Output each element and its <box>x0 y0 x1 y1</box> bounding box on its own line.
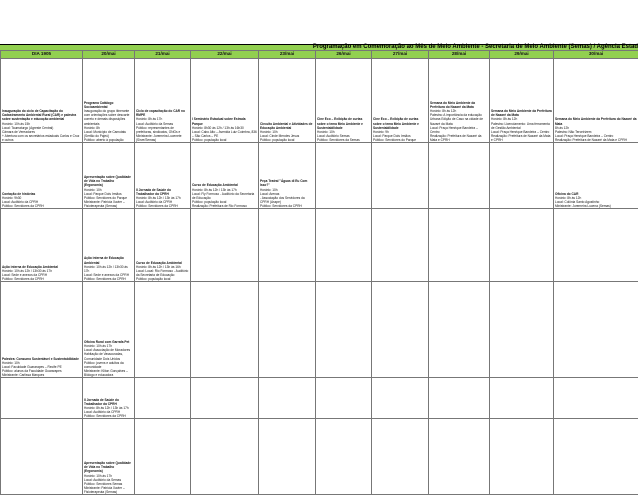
schedule-cell <box>135 59 191 143</box>
event-title: Curso de Educação Ambiental <box>192 183 238 187</box>
event-entry <box>136 261 189 281</box>
schedule-row <box>1 419 638 495</box>
schedule-cell <box>135 419 191 495</box>
event-title: Semana do Meio Ambiente da Prefeitura de Nazaré da Mata <box>491 109 552 117</box>
schedule-cell <box>554 282 638 378</box>
schedule-cell <box>429 59 490 143</box>
schedule-cell <box>429 378 490 419</box>
schedule-cell <box>135 209 191 282</box>
event-title: Ação interna de Educação Ambiental <box>2 265 58 269</box>
event-details: Horário: 10h às 17h Local: Auditório da Semas Público: Servidores Semas Ministrante: Patrícia Xavier – Fisioterapeuta (Semas) <box>84 474 125 494</box>
event-title: Ação interna de Educação Ambiental <box>84 256 124 264</box>
schedule-cell <box>1 419 83 495</box>
event-details: Horário: 8h às 12h / 13h às 17h Local: Auditório da CPRH Público: Servidores da CPRH <box>84 406 129 418</box>
schedule-cell <box>429 143 490 209</box>
event-entry <box>430 101 488 142</box>
schedule-cell <box>83 59 135 143</box>
schedule-cell <box>372 143 429 209</box>
event-details: Horário: 10h Local: Parque Dois Irmãos Público: Servidores do Parque Ministrante: Patrícia Xavier – Fisioterapeuta (Semas) <box>84 188 127 208</box>
event-title: Cine Eco – Exibição de curtas sobre o tema Meio Ambiente e Sustentabilidade <box>317 117 363 129</box>
event-details: 8h às 12h Palestra: Não Terceirizem Local: Praça Henrique Bandeira – Centro Realização: Prefeitura de Nazaré da Mata e CPRH <box>555 126 627 142</box>
schedule-cell <box>490 59 554 143</box>
schedule-cell <box>191 209 259 282</box>
column-header: 29/mai <box>490 51 554 59</box>
event-entry <box>136 188 189 208</box>
column-header: DIA 1905 <box>1 51 83 59</box>
schedule-row <box>1 209 638 282</box>
event-entry <box>84 101 133 142</box>
event-title: Cine Eco – Exibição de curtas sobre o tema Meio Ambiente e Sustentabilidade <box>373 117 419 129</box>
event-title: Circuito Ambiental e Atividades de Educação Ambiental <box>260 122 312 130</box>
event-entry <box>317 117 370 142</box>
event-title: I Seminário Estadual sobre Estrada Parque <box>192 117 246 125</box>
event-title: Apresentação sobre Qualidade de Vida no Trabalho (Ergonomia) <box>84 461 131 473</box>
event-details: Horário: 10h às 12h / 13h30 às 17h Local: Sede e anexos da CPRH Público: Servidores da CPRH <box>84 265 129 281</box>
schedule-row <box>1 143 638 209</box>
schedule-cell <box>554 59 638 143</box>
event-entry <box>192 183 257 208</box>
schedule-cell <box>259 209 316 282</box>
event-details: Horário: 8h às 12h Palestra: A importância da educação Urbana Edição de Caso na cidade de Nazaré da Mata Local: Praça Henrique Bandeira – Centro Realização: Prefeitura de Nazaré da Mata e CPRH <box>430 109 483 142</box>
event-entry <box>84 461 133 494</box>
event-entry <box>2 265 81 281</box>
schedule-row <box>1 59 638 143</box>
schedule-cell <box>135 282 191 378</box>
event-details: Horário: 10h às 17h Local: Associação de Moradores Habitação de Vassouradas, Comunidade Dois Unidos Público: jovens e adultos da comunidade Ministrante: Kliton Gonçalves – Biólogo e educadora <box>84 344 130 377</box>
event-details: Horário: 10h às 12h / 13h30 às 17h Local: Sede e anexos da CPRH Público: Servidores da CPRH <box>2 269 52 281</box>
event-title: Oficina do CAR <box>555 192 578 196</box>
column-header: 26/mai <box>316 51 372 59</box>
schedule-cell <box>191 143 259 209</box>
schedule-cell <box>259 143 316 209</box>
event-title: Ciclo de capacitação do CAR no RMPE <box>136 109 185 117</box>
event-details: Horário: 10h às 15h Local: Taumaturgo (Agreste Central) Câmara de Vereadores + Abertura com os secretários estaduais Carlos e Cruz e outros <box>2 122 79 142</box>
event-entry <box>373 117 427 142</box>
schedule-cell <box>259 419 316 495</box>
schedule-cell <box>554 143 638 209</box>
schedule-cell <box>191 378 259 419</box>
event-title: Semana do Meio Ambiente da Prefeitura do Nazaré da Mata <box>430 101 475 109</box>
event-entry <box>555 192 637 208</box>
schedule-cell <box>83 209 135 282</box>
schedule-cell <box>1 209 83 282</box>
event-details: Horário: 8h às 17h Local: Auditório da Semas Público: representantes de prefeituras, sindicatos, ONGs e Ministrante: Juremeira Lucenete (Sirve/Semas) <box>136 117 182 141</box>
event-entry <box>491 109 552 142</box>
schedule-cell <box>372 209 429 282</box>
event-title: Oficina Rural com Garrafa Pet <box>84 340 129 344</box>
schedule-cell <box>490 209 554 282</box>
event-title: Peça Teatral "Águas di Eu Com Isso?" <box>260 179 307 187</box>
event-entry <box>192 117 257 142</box>
schedule-cell <box>490 419 554 495</box>
schedule-cell <box>372 378 429 419</box>
schedule-table <box>0 50 638 495</box>
event-details: Horário: 9h Local: Parque Dois Irmãos Público: Servidores do Parque <box>373 130 416 142</box>
schedule-cell <box>316 143 372 209</box>
event-title: Palestra: Consumo Sustentável e Sustentabilidade <box>2 357 79 361</box>
schedule-cell <box>429 282 490 378</box>
event-details: Horário: 10h Local: Faculdade Guararapes – Recife PE Público: alunos da Faculdade Guararapes Ministrante: Carlissa Marques <box>2 361 62 377</box>
event-title: Semana do Meio Ambiente da Prefeitura do Nazaré da Mata <box>555 117 637 125</box>
event-entry <box>2 192 81 208</box>
schedule-cell <box>1 59 83 143</box>
schedule-cell <box>83 282 135 378</box>
event-details: Inauguração do grupo itinerante com orientações sobre descarte correto e demais disposições ambientais Horário: 8h Local: Município de Camutatu (Sertão do Pajeú) Público: aberto à população <box>84 109 129 142</box>
event-entry <box>260 179 314 208</box>
event-details: Horário: 8h às 12h Local: Colônia Santo Agostinho Ministrante: Juremeira Lucena (Semas) <box>555 196 611 208</box>
schedule-cell <box>1 143 83 209</box>
schedule-cell <box>259 282 316 378</box>
event-entry <box>2 109 81 142</box>
event-entry <box>136 109 189 142</box>
schedule-cell <box>259 378 316 419</box>
column-header: 22/mai <box>191 51 259 59</box>
schedule-cell <box>83 378 135 419</box>
schedule-cell <box>83 143 135 209</box>
event-entry <box>84 340 133 377</box>
schedule-row <box>1 282 638 378</box>
schedule-cell <box>135 378 191 419</box>
schedule-cell <box>316 282 372 378</box>
schedule-cell <box>429 419 490 495</box>
schedule-cell <box>316 378 372 419</box>
schedule-cell <box>1 282 83 378</box>
schedule-cell <box>316 419 372 495</box>
schedule-cell <box>554 378 638 419</box>
schedule-cell <box>259 59 316 143</box>
schedule-cell <box>1 378 83 419</box>
schedule-title: Programação em Comemoração ao Mês de Meio Ambiente - Secretaria de Meio Ambiente (Semas) / Agência Estad <box>313 44 638 51</box>
schedule-cell <box>372 419 429 495</box>
column-header: 23/mai <box>259 51 316 59</box>
schedule-cell <box>191 59 259 143</box>
event-details: Horário: 8h às 12h Palestra: Licenciamento: Uma ferramenta de Gestão Ambiental Local: Praça Henrique Bandeira – Centro Realização: Prefeitura de Nazaré da Mata e CPRH <box>491 117 550 141</box>
column-header: 27/mai <box>372 51 429 59</box>
event-details: Horário: 10h Local: Arenas - Associação dos Servidores da CPRH (Asspe) Público: Servidores da CPRH <box>260 188 305 208</box>
event-entry <box>84 398 133 418</box>
schedule-cell <box>490 378 554 419</box>
schedule-cell <box>83 419 135 495</box>
schedule-cell <box>316 209 372 282</box>
event-entry <box>84 256 133 281</box>
event-details: Horário: 9h30 Local: Auditório da CPRH Público: Servidores da CPRH <box>2 196 44 208</box>
event-title: Contação de histórias <box>2 192 35 196</box>
schedule-cell <box>191 419 259 495</box>
schedule-cell <box>372 59 429 143</box>
schedule-cell <box>554 419 638 495</box>
header-row <box>1 51 638 59</box>
event-details: Horário: 8h às 12h / 13h às 16h Local: Local: Rio Formoso - Auditório da Secretaria de Educação Público: população local <box>136 265 188 281</box>
schedule-cell <box>490 143 554 209</box>
column-header: 28/mai <box>429 51 490 59</box>
column-header: 20/mai <box>83 51 135 59</box>
schedule-cell <box>554 209 638 282</box>
schedule-cell <box>372 282 429 378</box>
event-title: Curso de Educação Ambiental <box>136 261 182 265</box>
event-details: Horário: 10h Local: Auditório Semas Público: Servidores da Semas <box>317 130 360 142</box>
schedule-cell <box>490 282 554 378</box>
event-title: Programa Catálogo Socioambiental <box>84 101 113 109</box>
event-title: Apresentação sobre Qualidade de Vida no Trabalho (Ergonomia) <box>84 175 131 187</box>
column-header: 30/mai <box>554 51 638 59</box>
event-entry <box>260 122 314 142</box>
event-title: II Jornada de Saúde do Trabalhador da CPRH <box>84 398 119 406</box>
column-header: 21/mai <box>135 51 191 59</box>
event-title: II Jornada de Saúde do Trabalhador da CPRH <box>136 188 171 196</box>
schedule-cell <box>316 59 372 143</box>
schedule-cell <box>191 282 259 378</box>
event-entry <box>2 357 81 377</box>
event-title: Inauguração do ciclo de Capacitação do Cadastramento Ambiental Rural (CAR) e palestra sobre sustentação e educação ambiental <box>2 109 76 121</box>
event-details: Horário: 8h às 12h / 13h às 17h Local: Auditório da CPRH Público: Servidores da CPRH <box>136 196 181 208</box>
schedule-cell <box>429 209 490 282</box>
event-details: Horário: 8h às 12h / 13h às 17h Local: Fly Formoso - Auditório da Secretaria de Educação Público: população local Realização: Prefeitura de Rio Formoso <box>192 188 254 208</box>
event-details: Horário: 10h Local: Cinde Mendes Jesus Público: população local <box>260 130 299 142</box>
event-details: Horário: 8h30 às 12h / 13h às 16h30 Local: Cabo Alto – Avenida Luiz Coimbra, 836 – São Carlos – PE Público: população local <box>192 126 257 142</box>
schedule-row <box>1 378 638 419</box>
event-entry <box>555 117 637 142</box>
schedule-cell <box>135 143 191 209</box>
event-entry <box>84 175 133 208</box>
